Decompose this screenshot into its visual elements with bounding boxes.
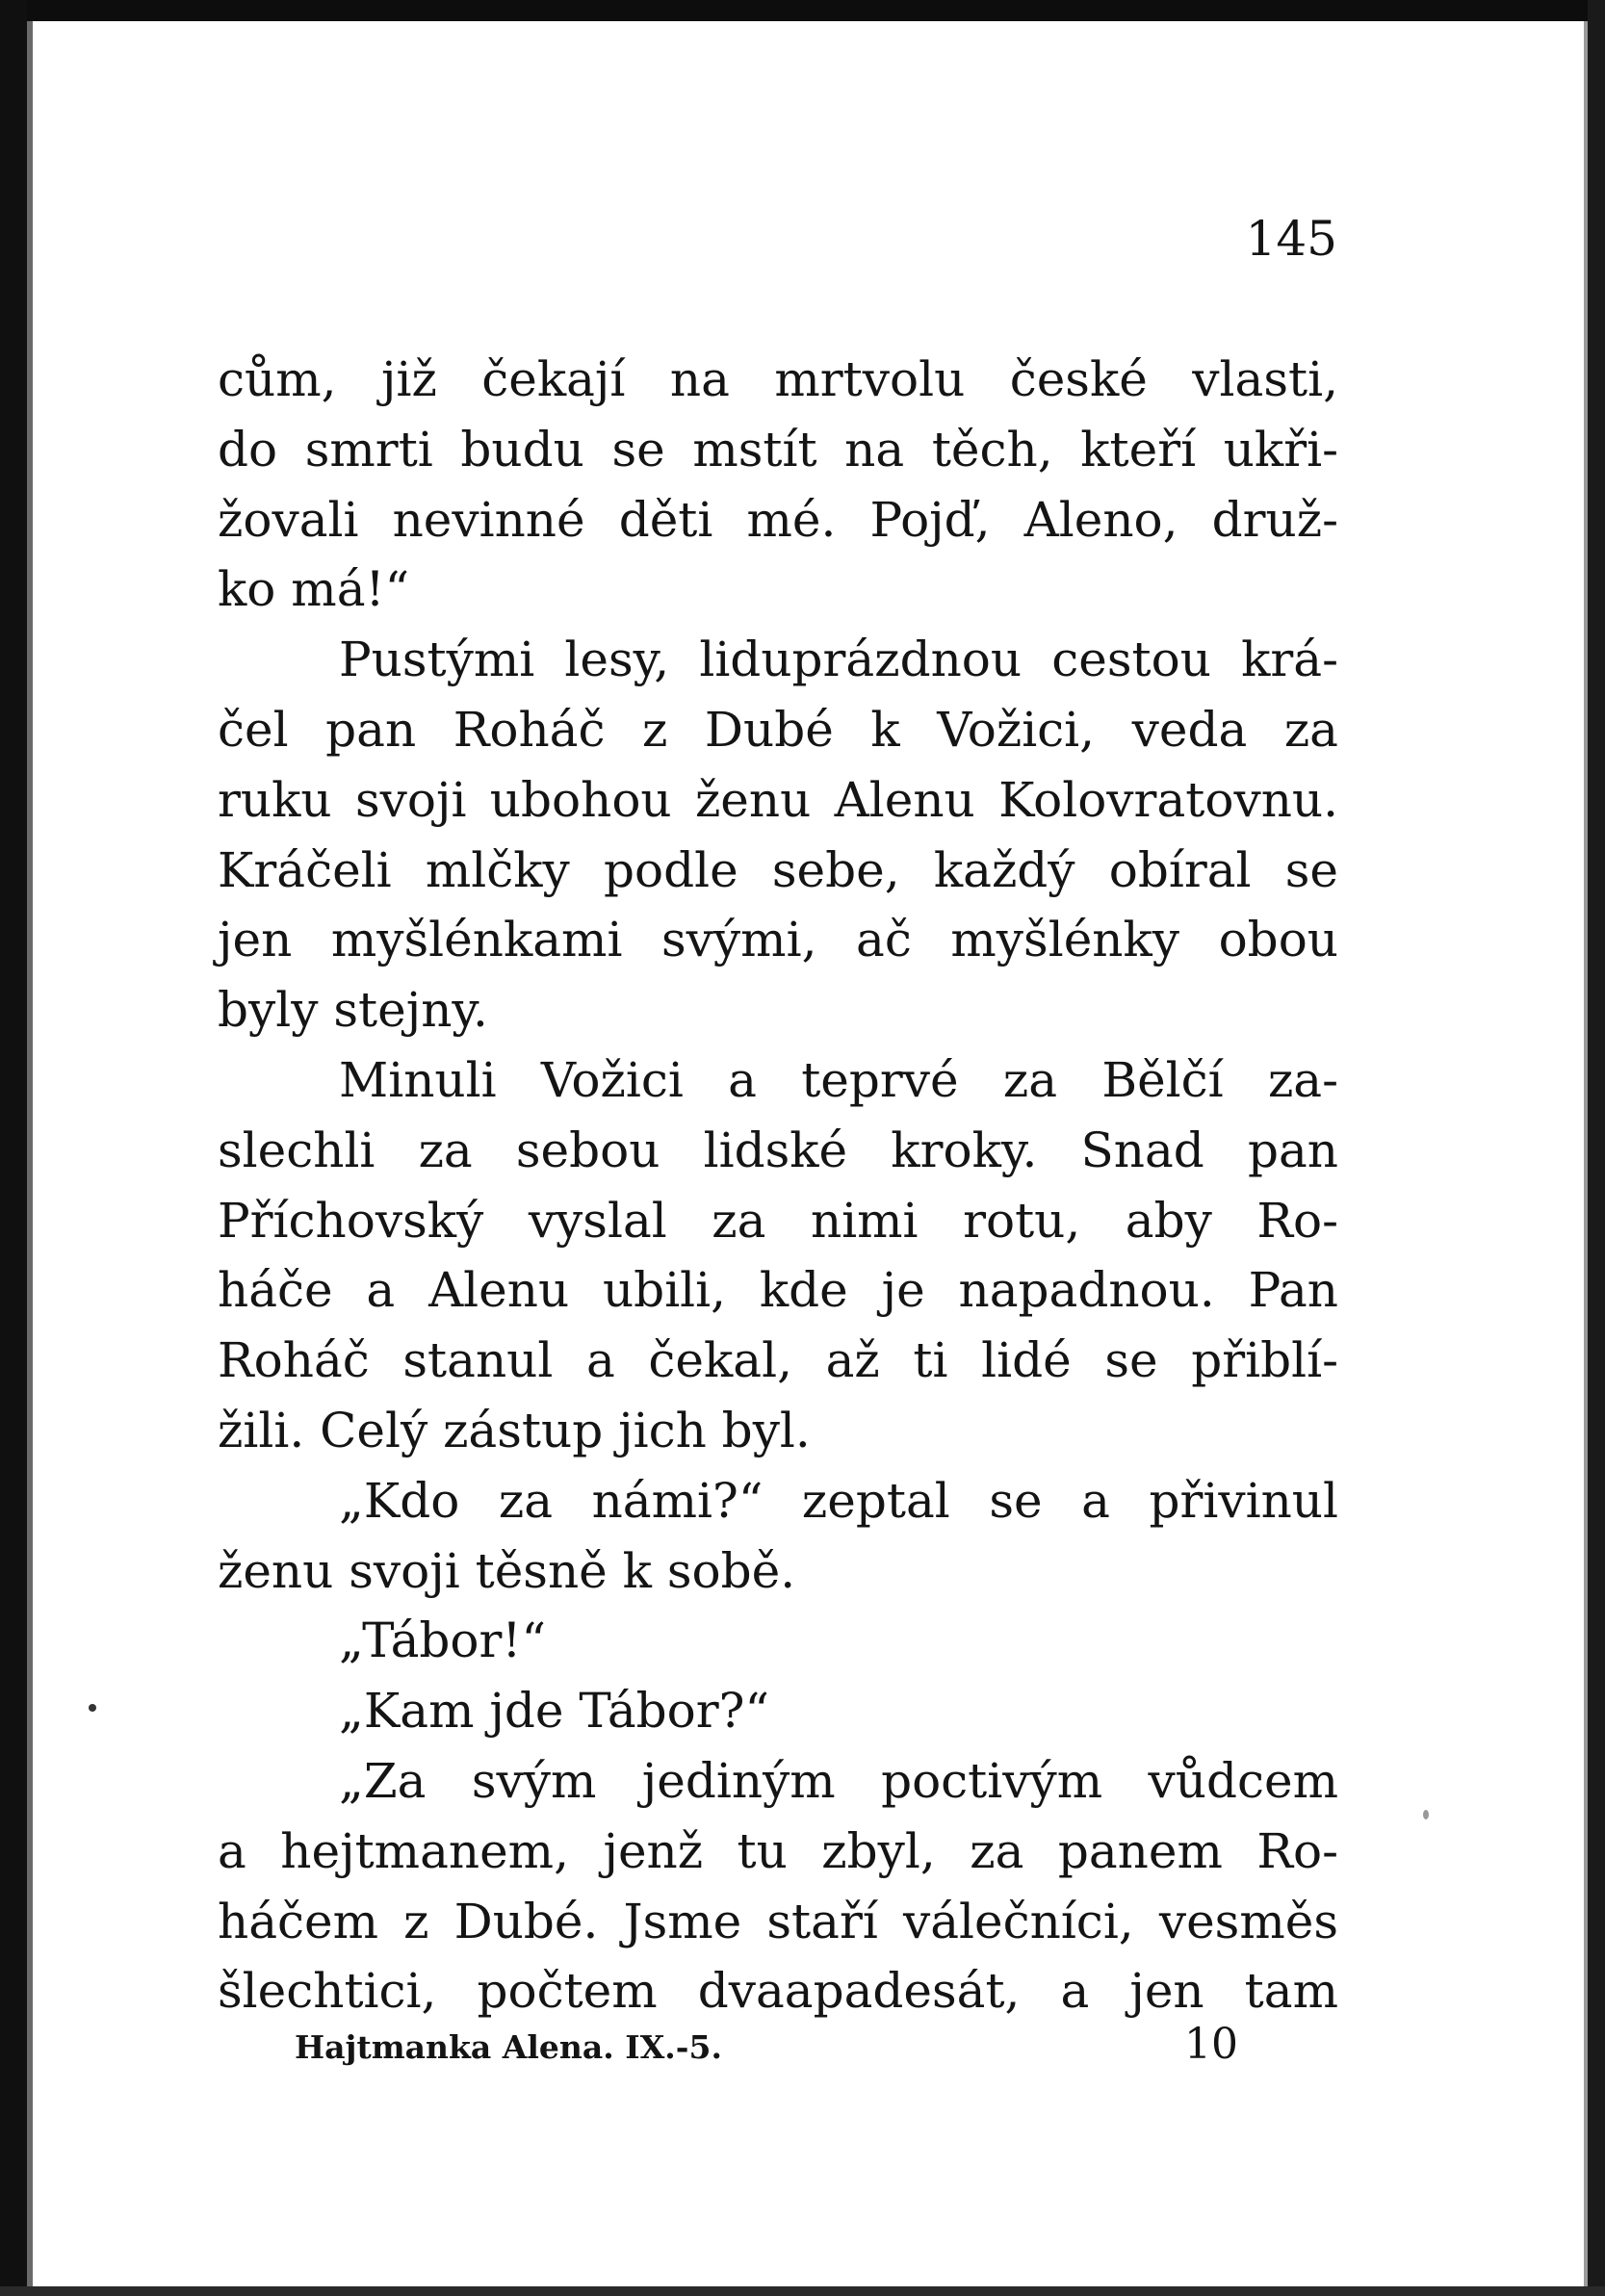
text-line: čel pan Roháč z Dubé k Vožici, veda za: [218, 701, 1338, 758]
text-line: „Kam jde Tábor?“: [339, 1683, 770, 1740]
text-line: byly stejny.: [218, 982, 488, 1039]
text-line: ruku svoji ubohou ženu Alenu Kolovratovnu.: [218, 771, 1338, 828]
scan-edge-right-shadow: [1584, 21, 1588, 2296]
text-line: Roháč stanul a čekal, až ti lidé se přiblí-: [218, 1332, 1338, 1389]
footer-signature: Hajtmanka Alena. IX.-5.: [295, 2028, 722, 2066]
scan-edge-bottom: [0, 2286, 1605, 2296]
text-line: Příchovský vyslal za nimi rotu, aby Ro-: [218, 1192, 1338, 1249]
text-line: „Kdo za námi?“ zeptal se a přivinul: [339, 1472, 1338, 1529]
scan-edge-left-shadow: [27, 21, 33, 2296]
page-number: 145: [1245, 211, 1337, 267]
ink-speck: [1423, 1810, 1429, 1819]
text-line: žili. Celý zástup jich byl.: [218, 1402, 811, 1458]
scan-edge-top: [0, 0, 1605, 21]
text-line: šlechtici, počtem dvaapadesát, a jen tam: [218, 1963, 1338, 2020]
page-footer: [295, 2017, 1238, 2071]
text-line: do smrti budu se mstít na těch, kteří ukři-: [218, 421, 1338, 477]
text-line: slechli za sebou lidské kroky. Snad pan: [218, 1122, 1338, 1178]
text-line: Kráčeli mlčky podle sebe, každý obíral se: [218, 841, 1338, 898]
text-line: Pustými lesy, liduprázdnou cestou krá-: [339, 632, 1338, 688]
text-line: a hejtmanem, jenž tu zbyl, za panem Ro-: [218, 1822, 1338, 1879]
footer-sheet-number: 10: [1184, 2020, 1238, 2069]
scan-edge-left: [0, 0, 27, 2296]
text-line: ženu svoji těsně k sobě.: [218, 1542, 796, 1599]
text-line: háčem z Dubé. Jsme staří válečníci, vesměs: [218, 1893, 1338, 1949]
ink-speck: [89, 1704, 96, 1712]
text-line: cům, již čekají na mrtvolu české vlasti,: [218, 351, 1338, 407]
text-line: háče a Alenu ubili, kde je napadnou. Pan: [218, 1262, 1338, 1319]
body-text: [218, 345, 1338, 2026]
text-line: žovali nevinné děti mé. Pojď, Aleno, druž-: [218, 491, 1338, 548]
text-line: ko má!“: [218, 561, 410, 618]
scan-edge-right: [1588, 0, 1605, 2296]
text-line: „Za svým jediným poctivým vůdcem: [339, 1752, 1338, 1809]
text-line: Minuli Vožici a teprvé za Bělčí za-: [339, 1051, 1338, 1108]
text-line: „Tábor!“: [339, 1612, 547, 1669]
text-line: jen myšlénkami svými, ač myšlénky obou: [218, 912, 1338, 968]
